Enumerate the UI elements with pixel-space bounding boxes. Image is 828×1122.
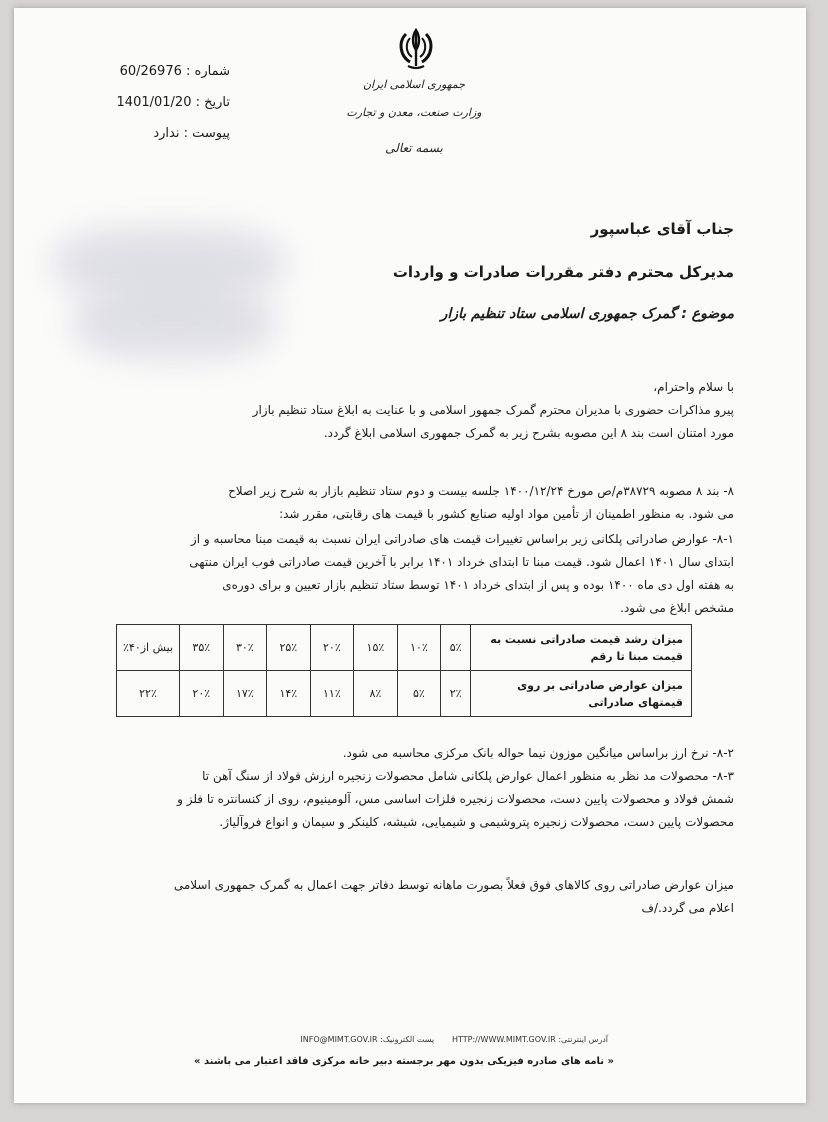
table-cell: ۲۵٪ xyxy=(267,625,311,671)
greeting: با سلام واحترام، xyxy=(653,380,734,394)
table-row-growth xyxy=(117,625,692,671)
addressee-title: مدیرکل محترم دفتر مقررات صادرات و واردات xyxy=(392,263,734,281)
table-cell: ۳۵٪ xyxy=(180,625,224,671)
table-cell: بیش از۴۰٪ xyxy=(117,625,180,671)
table-row-label: میزان عوارض صادراتی بر روی قیمتهای صادراتی xyxy=(471,671,692,717)
clause-8-2: ۸-۲- نرخ ارز براساس میانگین موزون نیما حواله بانک مرکزی محاسبه می شود. xyxy=(342,746,734,760)
addressee-name: جناب آقای عباسپور xyxy=(590,220,734,238)
table-cell: ۱۷٪ xyxy=(223,671,267,717)
export-duty-table xyxy=(116,624,692,717)
table-row-duty xyxy=(117,671,692,717)
intro-paragraph: پیرو مذاکرات حضوری با مدیران محترم گمرک جمهور اسلامی و با عنایت به ابلاغ ستاد تنظیم بازار مورد امتنان است بند ۸ این مصوبه بشرح زیر به گمرک جمهوری اسلامی ابلاغ گردد. xyxy=(252,403,734,440)
clause-8-1: ۸-۱- عوارض صادراتی پلکانی زیر براساس تغییرات قیمت های صادراتی ایران نسبت به قیمت مبنا محاسبه و از ابتدای سال ۱۴۰۱ اعمال شود. قیمت مبنا تا ابتدای خرداد ۱۴۰۱ برابر با آخرین قیمت صادراتی فوب ایران منتهی به هفته اول دی ماه ۱۴۰۰ بوده و پس از ابتدای خرداد ۱۴۰۱ توسط ستاد تنظیم بازار تعیین و برای دوره‌ی مشخص ابلاغ می شود. xyxy=(189,532,734,615)
iran-emblem-icon xyxy=(394,26,438,72)
table-cell: ۲۰٪ xyxy=(310,625,354,671)
letter-number: شماره : 60/26976 xyxy=(119,64,230,79)
letter-attachment: پیوست : ندارد xyxy=(153,126,230,141)
footer-email[interactable]: INFO@MIMT.GOV.IR xyxy=(300,1035,378,1044)
table-cell: ۲٪ xyxy=(441,671,471,717)
footer-website[interactable]: HTTP://WWW.MIMT.GOV.IR xyxy=(451,1035,556,1044)
header-ministry: وزارت صنعت، معدن و تجارت xyxy=(346,106,482,119)
clause-8-3: ۸-۳- محصولات مد نظر به منظور اعمال عوارض پلکانی شامل محصولات زنجیره ارزش فولاد از سنگ آهن تا شمش فولاد و محصولات پایین دست، محصولات زنجیره فلزات اساسی مس، آلومینیوم، روی از کنسانتره تا فلز و محصولات پایین دست، محصولات زنجیره پتروشیمی و شیمیایی، شیشه، کلینکر و سیمان و انواع فروآلیاژ. xyxy=(177,769,734,829)
letter-page xyxy=(14,8,806,1103)
table-row-label: میزان رشد قیمت صادراتی نسبت به قیمت مبنا تا رقم xyxy=(471,625,692,671)
table-cell: ۱۴٪ xyxy=(267,671,311,717)
table-cell: ۱۱٪ xyxy=(310,671,354,717)
footer-validity-note: « نامه های صادره فیزیکی بدون مهر برجسته دبیر خانه مرکزی فاقد اعتبار می باشند » xyxy=(194,1056,614,1067)
letter-date: تاریخ : 1401/01/20 xyxy=(116,95,230,110)
table-cell: ۳۰٪ xyxy=(223,625,267,671)
table-cell: ۵٪ xyxy=(397,671,441,717)
letter-meta xyxy=(80,64,230,157)
table-cell: ۵٪ xyxy=(441,625,471,671)
table-cell: ۲۲٪ xyxy=(117,671,180,717)
letter-subject: موضوع : گمرک جمهوری اسلامی ستاد تنظیم بازار xyxy=(440,306,734,322)
header-basmala: بسمه تعالی xyxy=(385,141,443,155)
header-country: جمهوری اسلامی ایران xyxy=(362,78,466,91)
table-cell: ۲۰٪ xyxy=(180,671,224,717)
table-cell: ۱۵٪ xyxy=(354,625,398,671)
redaction-blur xyxy=(74,288,274,358)
table-cell: ۸٪ xyxy=(354,671,398,717)
clause-8: ۸- بند ۸ مصوبه ۳۸۷۲۹م/ص مورخ ۱۴۰۰/۱۲/۲۴ جلسه بیست و دوم ستاد تنظیم بازار به شرح زیر اصلاح می شود. به منظور اطمینان از تأمین مواد اولیه صنایع کشور با قیمت های رقابتی، مقرر شد: xyxy=(228,484,734,521)
closing-paragraph: میزان عوارض صادراتی روی کالاهای فوق فعلاً بصورت ماهانه توسط دفاتر جهت اعمال به گمرک جمهوری اسلامی اعلام می گردد./ف xyxy=(173,878,734,915)
footer-contacts: آدرس اینترنتی: HTTP://WWW.MIMT.GOV.IR پست الکترونیک: INFO@MIMT.GOV.IR xyxy=(300,1035,608,1044)
table-cell: ۱۰٪ xyxy=(397,625,441,671)
